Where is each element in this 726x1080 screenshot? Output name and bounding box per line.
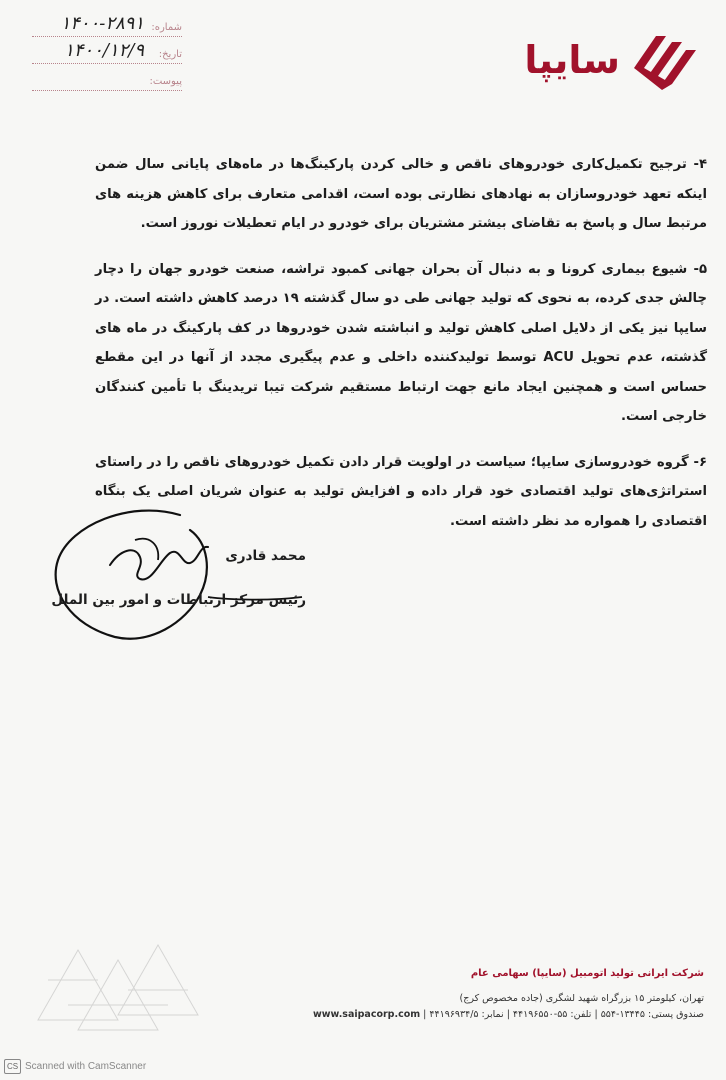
number-row: [32, 10, 182, 37]
paragraph-6: ۶- گروه خودروسازی سایپا؛ سیاست در اولویت قرار دادن تکمیل خودروهای ناقص را در راستای استراتژی‌های تولید اقتصادی خود قرار داده و افزایش تولید به عنوان شریان اصلی یک بنگاه اقتصادی را همواره مد نظر داشته است.: [95, 454, 707, 529]
letter-meta: [32, 10, 182, 91]
camscanner-logo-icon: CS: [4, 1059, 21, 1074]
paragraph-5: ۵- شیوع بیماری کرونا و به دنبال آن بحران جهانی کمبود تراشه، صنعت خودرو جهان را دچار چالش جدی کرده، به نحوی که تولید جهانی طی دو سال گذشته ۱۹ درصد کاهش داشته است. در سایپا نیز یکی از دلایل اصلی کاهش تولید و انباشته شدن خودروها در کف پارکینگ در ماه های گذشته، عدم تحویل ACU توسط تولیدکننده داخلی و عدم پیگیری مجدد از آنها در این مقطع حساس است و همچنین ایجاد مانع جهت ارتباط مستقیم شرکت تیبا تریدینگ با تأمین کنندگان خارجی است.: [95, 261, 707, 424]
handwritten-signature: [40, 505, 320, 645]
date-value: ۱۴۰۰/۱۲/۹: [64, 40, 144, 61]
letter-body: [95, 150, 707, 552]
saipa-logo: [500, 28, 700, 98]
letter-footer: [284, 968, 704, 1023]
footer-contact: صندوق پستی: ۱۳۴۴۵-۵۵۴ | تلفن: ۵۵-۴۴۱۹۶۵۵۰ | نمابر: ۴۴۱۹۶۹۳۴/۵ |: [423, 1009, 704, 1020]
saipa-emblem-icon: [626, 28, 700, 98]
attachment-label: پیوست:: [149, 76, 182, 87]
footer-contact-line: [284, 1007, 704, 1023]
scanner-watermark: [4, 1059, 146, 1074]
scanner-text: Scanned with CamScanner: [25, 1061, 147, 1072]
paragraph-4: ۴- ترجیح تکمیل‌کاری خودروهای ناقص و خالی کردن پارکینگ‌ها در ماه‌های پایانی سال ضمن اینکه تعهد خودروسازان به نهادهای نظارتی بوده است، اقدامی متعارف برای کاهش هزینه های مرتبط سال و پاسخ به تقاضای بیشتر مشتریان برای خودرو در ایام تعطیلات نوروز است.: [95, 157, 707, 231]
attachment-row: [32, 64, 182, 91]
decorative-pattern-icon: [18, 920, 258, 1040]
signer-name: محمد قادری: [225, 548, 306, 564]
number-value: ۱۴۰۰-۲۸۹۱: [60, 13, 144, 34]
date-label: تاریخ:: [158, 49, 182, 60]
footer-company: شرکت ایرانی تولید اتومبیل (سایپا) سهامی عام: [470, 968, 704, 979]
number-label: شماره:: [151, 22, 182, 33]
logo-text: سایپا: [524, 38, 620, 82]
signer-title: رئیس مرکز ارتباطات و امور بین الملل: [51, 592, 306, 608]
footer-website[interactable]: www.saipacorp.com: [312, 1009, 421, 1020]
date-row: [32, 37, 182, 64]
footer-address: تهران، کیلومتر ۱۵ بزرگراه شهید لشگری (جاده مخصوص کرج): [459, 993, 704, 1004]
